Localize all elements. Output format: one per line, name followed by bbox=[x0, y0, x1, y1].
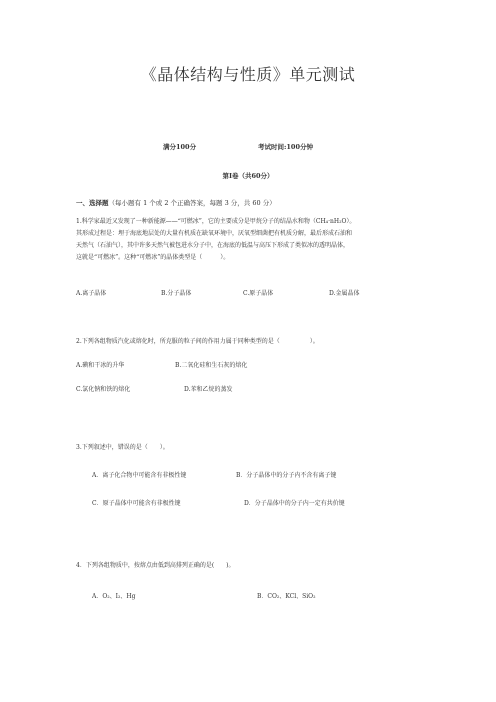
question-1-line: 1.科学家最近又发现了一种新能源——“可燃冰”，它的主要成分是甲烷分子的结晶水和物（CH₄·nH₂O）。 bbox=[76, 218, 356, 225]
exam-title: 《晶体结构与性质》单元测试 bbox=[140, 65, 356, 84]
volume-heading: 第Ⅰ卷（共60分） bbox=[222, 172, 274, 180]
question-1-line: 天然气（石油气），其中许多天然气被包进水分子中，在海底的低温与高压下形成了类似冰的透明晶体， bbox=[76, 242, 350, 249]
question-4-option-a: A．O₂、I₂、Hg bbox=[92, 593, 136, 600]
question-1-option-c: C.原子晶体 bbox=[243, 290, 274, 297]
question-3-option-b: B．分子晶体中的分子内不含有离子键 bbox=[236, 472, 337, 479]
question-1-stem bbox=[76, 216, 416, 264]
section-heading bbox=[76, 198, 276, 207]
question-3-option-d: D．分子晶体中的分子内一定有共价键 bbox=[244, 500, 345, 507]
question-1-option-d: D.金属晶体 bbox=[329, 290, 360, 297]
exam-time: 考试时间:100分钟 bbox=[258, 143, 313, 151]
question-3-stem: 3.下列叙述中，错误的是（ ）。 bbox=[76, 444, 169, 451]
question-2-option-b: B.二氧化硅和生石灰的熔化 bbox=[175, 362, 248, 369]
question-2-option-c: C.氯化钠和铁的熔化 bbox=[76, 386, 131, 393]
question-1-option-a: A.离子晶体 bbox=[76, 290, 107, 297]
question-1-line: 其形成过程是：埋于海底地层处的大量有机质在缺氧环境中，厌氧型细菌把有机质分解，最后形成石油和 bbox=[76, 230, 353, 237]
question-4-option-b: B．CO₂、KCl、SiO₂ bbox=[257, 593, 316, 600]
question-2-stem: 2.下列各组物质汽化或熔化时，所克服的粒子间的作用力属于同种类型的是（ ）。 bbox=[76, 338, 319, 345]
full-score: 满分100分 bbox=[163, 143, 197, 151]
question-1-line: 这就是“可燃冰”。这种“可燃冰”的晶体类型是（ ）。 bbox=[76, 254, 230, 261]
question-3-option-a: A．离子化合物中可能含有非极性键 bbox=[92, 472, 187, 479]
question-2-option-a: A.碘和干冰的升华 bbox=[76, 362, 125, 369]
section-instructions: （每小题有 1 个或 2 个正确答案，每题 3 分，共 60 分） bbox=[108, 199, 276, 207]
section-title: 一、选择题 bbox=[76, 199, 109, 207]
question-1-option-b: B.分子晶体 bbox=[161, 290, 192, 297]
question-4-stem: 4．下列各组物质中，按熔点由低到高排列正确的是( )。 bbox=[76, 562, 235, 569]
question-3-option-c: C．原子晶体中可能含有非极性键 bbox=[92, 500, 181, 507]
question-2-option-d: D.苯和乙烷的蒸发 bbox=[184, 386, 233, 393]
